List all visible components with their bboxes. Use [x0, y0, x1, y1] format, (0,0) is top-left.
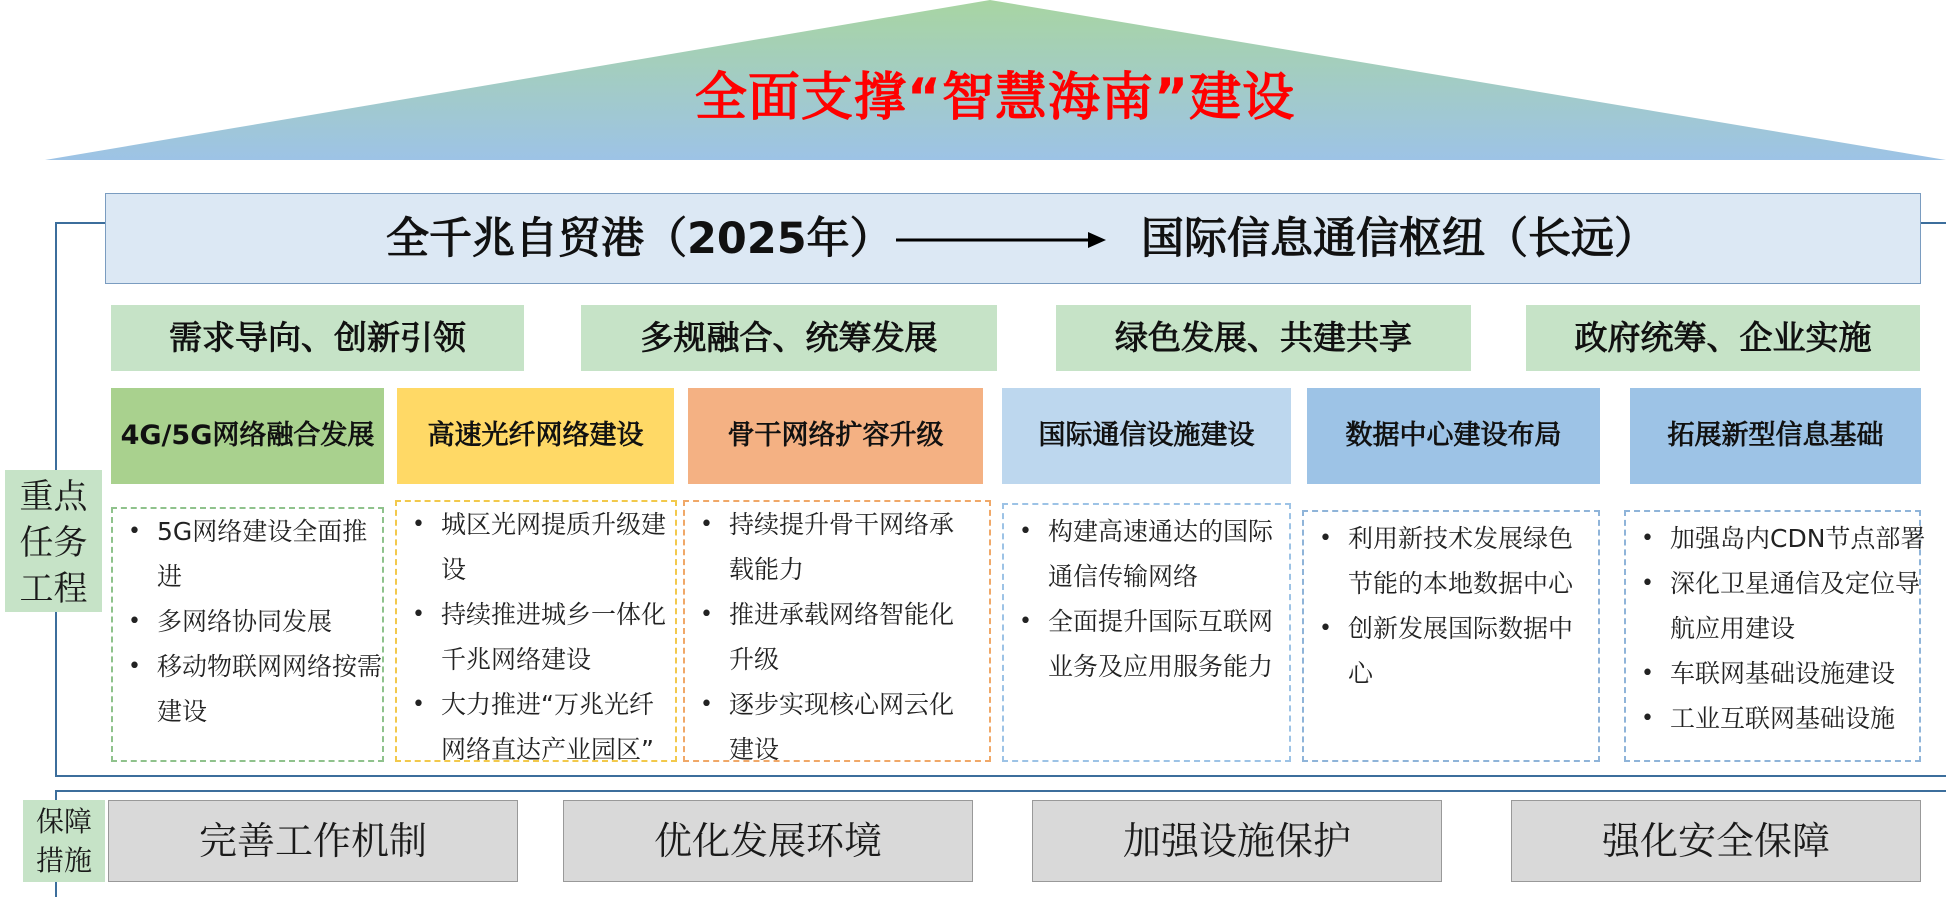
- task-item-list: [397, 502, 675, 772]
- task-item-line: 心: [1348, 659, 1374, 688]
- key-tasks-label-line: 工程: [19, 569, 88, 609]
- task-detail-box: [1002, 503, 1291, 762]
- task-item-list: [113, 509, 382, 734]
- task-item-line: 升级: [729, 645, 780, 674]
- guarantee-label: [23, 800, 105, 882]
- principle-box: 多规融合、统筹发展: [581, 305, 997, 371]
- measure-box: 优化发展环境: [563, 800, 973, 882]
- task-header: 4G/5G网络融合发展: [111, 388, 384, 484]
- task-header: 高速光纤网络建设: [397, 388, 674, 484]
- task-item-line: 通信传输网络: [1048, 562, 1199, 591]
- task-item-line: • 构建高速通达的国际: [1048, 517, 1274, 546]
- task-item-line: • 全面提升国际互联网: [1048, 607, 1274, 636]
- guarantee-label-line: 措施: [35, 844, 92, 877]
- task-item-line: 设: [441, 555, 467, 584]
- task-detail-box: [1302, 510, 1600, 762]
- vision-bar: [105, 193, 1921, 284]
- principle-box: 政府统筹、企业实施: [1526, 305, 1920, 371]
- key-tasks-label-line: 任务: [19, 523, 88, 563]
- guarantee-label-line: 保障: [35, 805, 92, 838]
- task-item-line: • 多网络协同发展: [157, 607, 333, 636]
- task-item-line: 建设: [157, 697, 208, 726]
- task-item-line: • 城区光网提质升级建: [441, 510, 667, 539]
- task-detail-box: [683, 500, 991, 762]
- task-item-line: • 工业互联网基础设施: [1670, 704, 1896, 733]
- task-item: [397, 682, 675, 772]
- measure-box: 加强设施保护: [1032, 800, 1442, 882]
- task-item-line: • 利用新技术发展绿色: [1348, 524, 1574, 553]
- task-item-line: • 持续推进城乡一体化: [441, 600, 667, 629]
- task-header: 骨干网络扩容升级: [688, 388, 983, 484]
- right-arrow-icon: [896, 229, 1106, 251]
- task-item-list: [1304, 516, 1598, 696]
- task-item: [1304, 516, 1598, 606]
- task-item-line: 建设: [729, 735, 780, 764]
- task-item: [1004, 599, 1289, 689]
- task-item: [685, 682, 989, 772]
- task-item-line: 业务及应用服务能力: [1048, 652, 1274, 681]
- vision-future: 国际信息通信枢纽（长远）: [1141, 214, 1657, 264]
- task-header: 拓展新型信息基础: [1630, 388, 1921, 484]
- task-detail-box: [111, 507, 384, 762]
- task-item: [113, 509, 382, 599]
- task-item-line: 节能的本地数据中心: [1348, 569, 1574, 598]
- task-item-line: • 创新发展国际数据中: [1348, 614, 1574, 643]
- task-item: [397, 502, 675, 592]
- task-item-line: 航应用建设: [1670, 614, 1796, 643]
- task-item: [1004, 509, 1289, 599]
- task-item-line: 进: [157, 562, 183, 591]
- principle-box: 绿色发展、共建共享: [1056, 305, 1471, 371]
- task-item-list: [1626, 516, 1926, 741]
- task-item: [685, 502, 989, 592]
- task-item-line: • 推进承载网络智能化: [729, 600, 955, 629]
- key-tasks-label: [5, 470, 102, 612]
- task-item-line: • 车联网基础设施建设: [1670, 659, 1896, 688]
- task-item-line: • 深化卫星通信及定位导: [1670, 569, 1921, 598]
- task-item: [113, 644, 382, 734]
- task-item-list: [1004, 509, 1289, 689]
- measure-box: 完善工作机制: [108, 800, 518, 882]
- task-item: [1304, 606, 1598, 696]
- task-header: 国际通信设施建设: [1002, 388, 1291, 484]
- task-detail-box: [395, 500, 677, 762]
- task-detail-box: [1624, 510, 1926, 762]
- task-item-line: • 逐步实现核心网云化: [729, 690, 955, 719]
- principle-box: 需求导向、创新引领: [111, 305, 524, 371]
- task-item: [1626, 651, 1919, 696]
- task-item-line: • 5G网络建设全面推: [157, 517, 368, 546]
- task-item: [685, 592, 989, 682]
- task-item-line: 载能力: [729, 555, 805, 584]
- task-item-line: 网络直达产业园区”: [441, 735, 654, 764]
- task-item: [397, 592, 675, 682]
- task-item-line: • 移动物联网网络按需: [157, 652, 383, 681]
- key-tasks-label-line: 重点: [19, 477, 88, 517]
- task-item-line: • 大力推进“万兆光纤: [441, 690, 654, 719]
- task-item: [113, 599, 382, 644]
- task-item-list: [685, 502, 989, 772]
- task-item-line: 千兆网络建设: [441, 645, 592, 674]
- task-item-line: • 加强岛内CDN节点部署: [1670, 524, 1926, 553]
- task-item: [1626, 696, 1919, 741]
- task-header: 数据中心建设布局: [1307, 388, 1600, 484]
- measure-box: 强化安全保障: [1511, 800, 1921, 882]
- task-item: [1626, 516, 1926, 561]
- vision-current: 全千兆自贸港（2025年）: [386, 214, 893, 264]
- task-item-line: • 持续提升骨干网络承: [729, 510, 955, 539]
- roof-title: 全面支撑“智慧海南”建设: [694, 68, 1296, 128]
- task-item: [1626, 561, 1919, 651]
